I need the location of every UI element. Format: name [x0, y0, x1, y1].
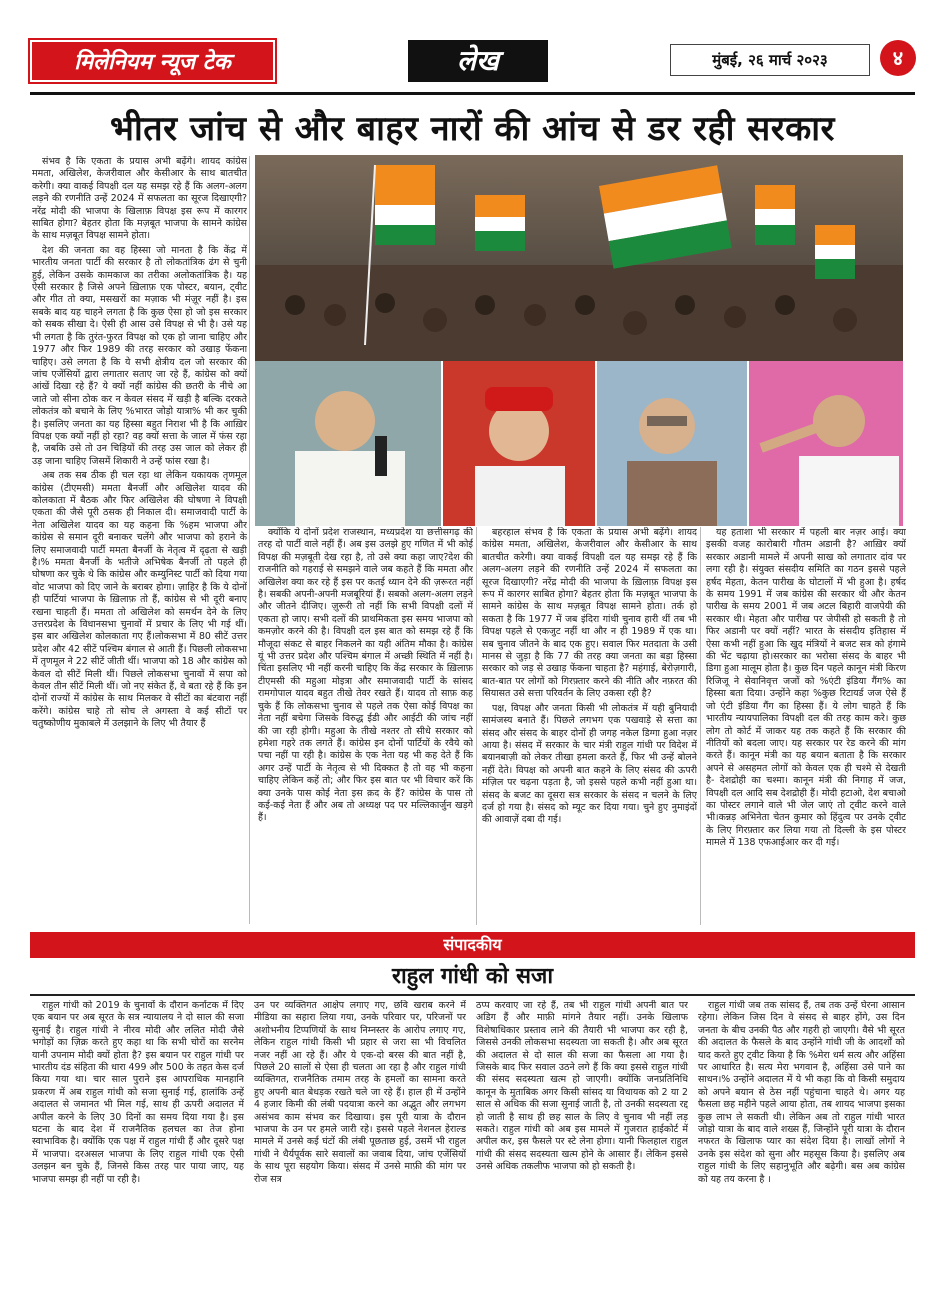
article-paragraph: देश की जनता का वह हिस्सा जो मानता है कि केंद्र में भारतीय जनता पार्टी की सरकार है तो लोकतांत्रिक ढंग से चुनी हुई, लेकिन उसके कामकाज का तरीका अलोकतांत्रिक है। यह ऐसी सरकार है जिसे अपने ख़िलाफ़ एक पोस्टर, बयान, ट्वीट और गीत तो क्या, मसखरों का मज़ाक भी मंज़ूर नहीं है। इस सबके बाद यह चाहने लगता है कि कुछ ऐसा हो जो इस सरकार को सबक सीखा दे। ऐसी ही आस उसे विपक्ष से भी है। उसे यह भी लगता है कि तुरंत-फुरत विपक्ष को एक हो जाना चाहिए और 1977 और फिर 1989 की तरह सरकार को उखाड़ फेंकना चाहिए। उसे लगता है कि ये सभी क्षेत्रीय दल जो सरकार की जांच एजेंसियों द्वारा लगातार सताए जा रहे हैं, कांग्रेस को क्यों आंखें दिखा रहे हैं? ये क्यों नहीं कांग्रेस की छतरी के नीचे आ जाते जो सीना ठोक कर न केवल संसद में खड़ी है बल्कि दरकते लोकतंत्र को बचाने के लिए %भारत जोड़ो यात्रा% भी कर चुकी है। इसलिए जनता का यह हिस्सा बहुत निराश भी है कि आख़िर विपक्ष एक क्यों नहीं हो रहा? वह क्यों सत्ता के जाल में फंस रहा है, जबकि उसे तो उन चिड़ियों की तरह उस जाल को लेकर ही उड़ जाना चाहिए जिसमें शिकारी ने उन्हें फांस रखा है।: [32, 244, 247, 467]
editorial-column-1: राहुल गांधी को 2019 के चुनावों के दौरान कर्नाटक में दिए एक बयान पर अब सूरत के सत्र न्यायालय ने दो साल की सजा सुनाई है। राहुल गांधी ने नीरव मोदी और ललित मोदी जैसे भगोड़ों का ज़िक्र करते हुए कहा था कि सभी चोरों का सरनेम यानी उपनाम मोदी क्यों होता है? इस बयान पर राहुल गांधी पर भारतीय दंड संहिता की धारा 499 और 500 के तहत केस दर्ज किया गया था। चार साल पुराने इस आपराधिक मानहानि प्रकरण में अब राहुल गांधी को सजा सुनाई गई, हालांकि उन्हें अदालत से जमानत भी मिल गई, साथ ही ऊपरी अदालत में अपील करने के लिए 30 दिनों का समय दिया गया है। इस घटना के बाद देश में राजनैतिक हलचल का तेज होना स्वाभाविक है। क्योंकि एक पक्ष में राहुल गांधी हैं और दूसरे पक्ष में भाजपा। दरअसल भाजपा के लिए राहुल गांधी एक ऐसी उलझन बन चुके हैं, जिनसे किस तरह पार पाया जाए, यह भाजपा समझ ही नहीं पा रही है।: [32, 1000, 244, 1185]
article-column-2: [258, 527, 473, 925]
article-paragraph: पक्ष, विपक्ष और जनता किसी भी लोकतंत्र में यही बुनियादी सामंजस्य बनाते हैं। पिछले लगभग एक पखवाड़े से सत्ता का संसद और संसद के बाहर दोनों ही जगह नकेल डिग्गा हुआ नज़र आया है। संसद में सरकार के चार मंत्री राहुल गांधी पर विदेश में बयानबाज़ी को लेकर तीखा हमला करते हैं, फिर भी उन्हें बोलने नहीं देते। विपक्ष को अपनी बात कहने के लिए संसद की ऊपरी मंज़िल पर चढ़ना पड़ता है, जो इससे पहले कभी नहीं हुआ था। संसद के बजट का दूसरा सत्र सरकार के संसद न चलने के लिए दर्ज हो गया है। संसद को म्यूट कर दिया गया। चुने हुए नुमाइंदों की आवाज़ें दबा दी गई।: [482, 702, 697, 826]
article-column-4: [706, 527, 906, 925]
article-paragraph: अब तक सब ठीक ही चल रहा था लेकिन यकायक तृणमूल कांग्रेस (टीएमसी) ममता बैनर्जी और अखिलेश यादव की कोलकाता में बैठक और फिर अखिलेश की घोषणा ने विपक्षी एकता की जैसे पूरी ठसक ही निकाल दी। समाजवादी पार्टी के नेता अखिलेश यादव का यह कहना कि %हम भाजपा और कांग्रेस से समान दूरी बनाकर चलेंगे और भाजपा को हराने के लिए समाजवादी पार्टी ममता बैनर्जी के नेतृत्व में दृढ़ता से खड़ी है।% ममता बैनर्जी के भतीजे अभिषेक बैनर्जी तो पहले ही घोषणा कर चुके थे कि कांग्रेस और कम्युनिस्ट पार्टी को दिया गया वोट भाजपा को दिए जाने के बराबर होगा। ज़ाहिर है कि ये दोनों ही पार्टियां भाजपा के ख़िलाफ़ तो हैं, कांग्रेस से भी दूरी बनाए रखना चाहती हैं। ममता तो अखिलेश को समर्थन देने के लिए उत्तरप्रदेश के विधानसभा चुनावों में प्रचार के लिए भी गई थीं। इस बार अखिलेश कोलकाता गए हैं।लोकसभा में 80 सीटें उत्तर प्रदेश और 42 सीटें पश्चिम बंगाल से आती हैं। पिछली लोकसभा में तृणमूल ने 22 सीटें जीती थीं। भाजपा को 18 और कांग्रेस को केवल दो सीटें मिली थीं। पिछले लोकसभा चुनावों में सपा को केवल तीन सीटें मिली थीं। जो नए संकेत हैं, वे बता रहे हैं कि इन दोनों राज्यों में कांग्रेस के साथ मिलकर वे सीटों का बंटवारा नहीं करेंगे। कांग्रेस चाहे तो सोच ले अगस्ता वे कई सीटों पर चतुष्कोणीय मुकाबले में उलझाने के लिए भी तैयार हैं: [32, 470, 247, 730]
editorial-column-3: ठप्प करवाए जा रहे हैं, तब भी राहुल गांधी अपनी बात पर अडिग हैं और माफ़ी मांगने तैयार नहीं। उनके खिलाफ विशेषाधिकार प्रस्ताव लाने की तैयारी भी भाजपा कर रही है, जिससे उनकी लोकसभा सदस्यता जा सकती है। और अब सूरत की अदालत से दो साल की सजा का फैसला आ गया है। जिसके बाद फिर सवाल उठने लगे हैं कि क्या इससे राहुल गांधी की संसद सदस्यता खत्म हो जाएगी। क्योंकि जनप्रतिनिधि कानून के मुताबिक अगर किसी सांसद या विधायक को 2 या 2 साल से अधिक की सजा सुनाई जाती है, तो उनकी सदस्यता रद्द हो जाती है साथ ही छह साल के लिए वे चुनाव भी नहीं लड़ सकते। राहुल गांधी को अब इस मामले में गुजरात हाईकोर्ट में अपील कर, इस फैसले पर स्टे लेना होगा। यानी फिलहाल राहुल गांधी की संसद सदस्यता खत्म होने के आसार हैं। लेकिन इससे उनसे अधिक तकलीफ भाजपा को हो सकती है।: [476, 1000, 688, 1173]
dateline: मुंबई, २६ मार्च २०२३: [670, 44, 870, 76]
editorial-title: राहुल गांधी को सजा: [391, 964, 554, 989]
article-paragraph: यह हताशा भी सरकार में पहली बार नज़र आई। क्या इसकी वजह कारोबारी गौतम अडानी है? आख़िर क्यों सरकार अडानी मामले में अपनी साख को लगातार दांव पर लगा रही है। संयुक्त संसदीय समिति का गठन इससे पहले हर्षद मेहता, केतन पारीख के घोटालों में भी हुआ है। हर्षद के समय 1991 में जब कांग्रेस की सरकार थी और केतन पारीख के समय 2001 में जब अटल बिहारी वाजपेयी की सरकार थी। मेहता और पारीख पर जेपीसी हो सकती है तो फिर अडानी पर क्यों नहीं? भारत के संसदीय इतिहास में ऐसा कभी नहीं हुआ कि खुद मंत्रियों ने बजट सत्र को हंगामे की भेंट चढ़ाया हो।सरकार का भरोसा संसद के बाहर भी डिगा हुआ मालूम होता है। कुछ दिन पहले कानून मंत्री किरण रिजिजू ने सेवानिवृत्त जजों को %एंटी इंडिया गैंग% का हिस्सा बता दिया। उन्होंने कहा %कुछ रिटायर्ड जज ऐसे हैं जो एंटी इंडिया गैंग का हिस्सा हैं। ये लोग चाहते हैं कि भारतीय न्यायपालिका विपक्षी दल की तरह काम करे। कुछ लोग तो कोर्ट में जाकर यह तक कहते हैं कि सरकार की नीतियों को बदला जाए। यह सरकार पर रेड करने की मांग करते हैं। कानून मंत्री का यह बयान बताता है कि सरकार अपने से असहमत लोगों को केवल एक ही चश्मे से देखती है- देशद्रोही का चश्मा। कानून मंत्री की निगाह में जज, विपक्षी दल आदि सब देशद्रोही हैं। मोदी हटाओ, देश बचाओ का पोस्टर लगाने वाले भी जेल जाएं तो ट्वीट करने वाले भी।कन्नड़ अभिनेता चेतन कुमार को हिंदुत्व पर उनके ट्वीट के लिए गिरफ़्तार कर लिया गया तो दिल्ली के इस पोस्टर मामले में 138 एफआईआर कर दी गई।: [706, 527, 906, 849]
leader-photo-2: [443, 361, 595, 526]
section-label: लेख: [408, 40, 548, 82]
article-column-1: [32, 156, 247, 924]
article-headline: भीतर जांच से और बाहर नारों की आंच से डर रही सरकार: [110, 109, 835, 149]
article-paragraph: बहरहाल संभव है कि एकता के प्रयास अभी बढ़ेंगे। शायद कांग्रेस ममता, अखिलेश, केजरीवाल और केसीआर के साथ बातचीत करेगी। क्या वाकई विपक्षी दल यह समझ रहे हैं कि अलग-अलग लड़ने की रणनीति उन्हें 2024 में सफलता का सूरज दिखाएगी? नरेंद्र मोदी की भाजपा के ख़िलाफ़ विपक्ष इस रूप में कारगर साबित होगा? बेहतर होता कि मज़बूत भाजपा के सामने कांग्रेस के साथ मज़बूत विपक्ष सामने होता। तर्क हो सकता है कि 1977 में जब इंदिरा गांधी चुनाव हारी थीं तब भी विपक्ष पहले से एकजुट नहीं था और न ही 1989 में एक था। सब चुनाव जीतने के बाद एक हुए। सवाल फिर मतदाता के उसी मानस से जुड़ा है कि 77 की तरह क्या जनता का बड़ा हिस्सा सरकार को जड़ से उखाड़ फेंकना चाहता है? महंगाई, बेरोज़गारी, बात-बात पर लोगों को गिरफ़्तार करने की नीति और नफ़रत की सियासत उसे सत्ता परिवर्तन के लिए उकसा रही है?: [482, 527, 697, 700]
editorial-column-4: राहुल गांधी जब तक सांसद हैं, तब तक उन्हें घेरना आसान रहेगा। लेकिन जिस दिन वे संसद से बाहर होंगे, उस दिन जनता के बीच उनकी पैठ और गहरी हो जाएगी। वैसे भी सूरत की अदालत के फैसले के बाद उन्होंने गांधी जी के आदर्शों को याद करते हुए ट्वीट किया है कि %मेरा धर्म सत्य और अहिंसा पर आधारित है। सत्य मेरा भगवान है, अहिंसा उसे पाने का साधन।% उन्होंने अदालत में ये भी कहा कि वो किसी समुदाय को अपने बयान से ठेस नहीं पहुंचाना चाहते थे। अगर यह फैसला छह महीने पहले आया होता, तब शायद भाजपा इसका कुछ लाभ ले सकती थी। लेकिन अब तो राहुल गांधी भारत जोड़ो यात्रा के बाद वाले शख्स हैं, जिन्होंने पूरी यात्रा के दौरान नफरत के खिलाफ प्यार का संदेश दिया है। लाखों लोगों ने उनके इस संदेश को सुना और महसूस किया है। इसलिए अब राहुल गांधी के लिए सहानुभूति और बढ़ेगी। बस अब कांग्रेस को यह तय करना है ।: [698, 1000, 905, 1185]
editorial-rule: [30, 994, 915, 996]
column-divider: [700, 527, 701, 925]
leader-photo-3-image: [597, 361, 747, 526]
leader-photo-1: [255, 361, 441, 526]
column-divider: [249, 156, 250, 924]
page-number: ४: [880, 40, 916, 76]
leader-photo-2-image: [443, 361, 595, 526]
column-divider: [476, 527, 477, 925]
article-paragraph: संभव है कि एकता के प्रयास अभी बढ़ेंगे। शायद कांग्रेस ममता, अखिलेश, केजरीवाल और केसीआर के साथ बातचीत करेगी। क्या वाकई विपक्षी दल यह समझ रहे हैं कि अलग-अलग लड़ने की रणनीति उन्हें 2024 में सफलता का सूरज दिखाएगी? नरेंद्र मोदी की भाजपा के खिलाफ़ विपक्ष इस रूप में कारगर साबित होगा? बेहतर होता कि मज़बूत भाजपा के सामने कांग्रेस के साथ मज़बूत विपक्ष सामने होता।: [32, 156, 247, 242]
newspaper-brand: मिलेनियम न्यूज टेक: [30, 40, 275, 82]
leader-photo-4-image: [749, 361, 903, 526]
editorial-band: संपादकीय: [30, 932, 915, 958]
leader-photo-1-image: [255, 361, 441, 526]
masthead: [30, 40, 915, 88]
leader-photo-4: [749, 361, 903, 526]
leader-photo-3: [597, 361, 747, 526]
editorial-column-2: उन पर व्यक्तिगत आक्षेप लगाए गए, छवि खराब करने में मीडिया का सहारा लिया गया, उनके परिवार पर, परिजनों पर अशोभनीय टिप्पणियों के साथ निम्नस्तर के आरोप लगाए गए, लेकिन राहुल गांधी किसी भी प्रहार से जरा सा भी विचलित नजर नहीं आ रहे हैं। और ये एक-दो बरस की बात नहीं है, पिछले 20 सालों से ऐसा ही चलता आ रहा है और राहुल गांधी व्यक्तिगत, राजनैतिक तमाम तरह के हमलों का सामना करते हुए अपनी बात बेधड़क रखते चले जा रहे हैं। हाल ही में उन्होंने 4 हजार किमी की लंबी पदयात्रा करने का अद्भुत और लगभग असंभव काम संभव कर दिखाया। इस पूरी यात्रा के दौरान भाजपा के उन पर हमले जारी रहे। इससे पहले नेशनल हेराल्ड मामले में उनसे कई घंटों की लंबी पूछताछ हुई, उसमें भी राहुल गांधी ने धैर्यपूर्वक सारे सवालों का जवाब दिया, जांच एजेंसियों के साथ पूरा सहयोग किया। संसद में उनसे माफ़ी की मांग पर रोज सत्र: [254, 1000, 466, 1185]
article-paragraph: क्योंकि ये दोनों प्रदेश राजस्थान, मध्यप्रदेश या छत्तीसगढ़ की तरह दो पार्टी वाले नहीं हैं। अब इस उलझे हुए गणित में भी कोई विपक्ष की मज़बूती देख रहा है, तो उसे क्या कहा जाए?देश की राजनीति को गहराई से समझने वाले जब कहते हैं कि ममता और अखिलेश क्या कर रहे हैं इस पर कतई ध्यान देने की ज़रूरत नहीं है। सबकी अपनी-अपनी मजबूरियां हैं। सबको अलग-अलग लड़ने और जीतने दीजिए। ज़ुरूरी तो नहीं कि सभी विपक्षी दलों में एकता हो जाए। सभी दलों की प्राथमिकता इस समय भाजपा को कमज़ोर करने की है। विपक्षी दल इस बात को समझ रहे हैं कि मौजूदा संकट से बाहर निकलने का यही अंतिम मौका है। कांग्रेस यूं भी उत्तर प्रदेश और पश्चिम बंगाल में अच्छी स्थिति में नहीं है। चिंता इसलिए भी नहीं करनी चाहिए कि केंद्र सरकार के ख़िलाफ़ टीएमसी की महुआ मोइत्रा और समाजवादी पार्टी के सांसद रामगोपाल यादव बहुत तीखे तेवर रखते हैं। यादव तो साफ़ कह चुके हैं कि लोकसभा चुनाव से पहले तक ऐसा कोई विपक्ष का नेता नहीं बचेगा जिसके विरुद्ध ईडी और आईटी की जांच नहीं की जा रही होगी। महुआ के तीखे नश्तर तो सीधे सरकार को हमेशा गहरे तक लगते हैं। कांग्रेस इन दोनों पार्टियों के रवैये को पचा नहीं पा रही है। कांग्रेस के एक नेता यह भी कह देते हैं कि अगर उन्हें पार्टी के नेतृत्व से भी दिक्कत है तो वह भी कहना चाहिए लेकिन कहें तो; और फिर इस बात पर भी विचार करें कि क्या उनके पास कोई नेता इस क़द के हैं? कांग्रेस के पास तो कई-कई नेता हैं और अब तो अध्यक्ष पद पर मल्लिकार्जुन खड़गे हैं।: [258, 527, 473, 824]
rally-photo-image: [255, 155, 903, 361]
article-column-3: [482, 527, 697, 925]
rally-photo: [255, 155, 903, 361]
masthead-rule: [30, 92, 915, 95]
